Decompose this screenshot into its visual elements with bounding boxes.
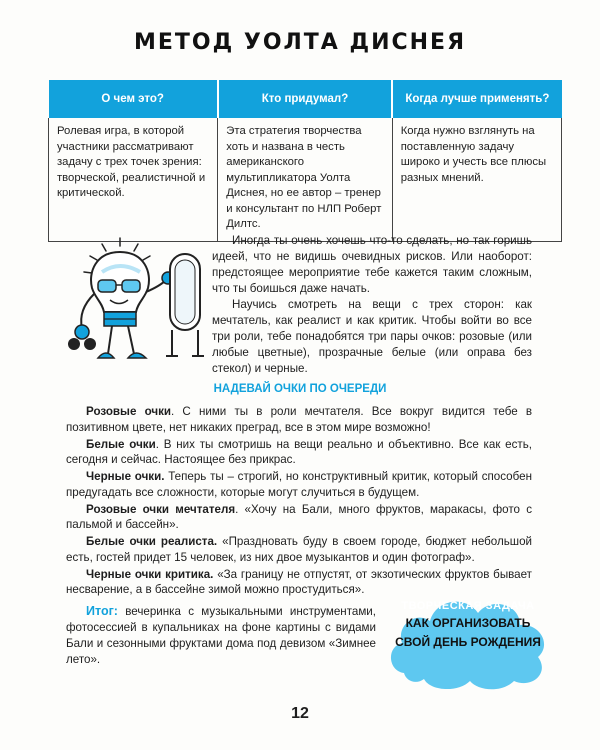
list-item <box>66 404 532 435</box>
list-item <box>66 437 532 468</box>
glasses-text: . В них ты смотришь на вещи реально и объективно. Все как есть, сегодня и сейчас. Настоящее без прикрас. <box>66 437 532 466</box>
glasses-description-list <box>66 404 532 599</box>
section-subheading: НАДЕВАЙ ОЧКИ ПО ОЧЕРЕДИ <box>213 383 387 395</box>
intro-text <box>212 233 532 377</box>
table-cell-what: Ролевая игра, в которой участники рассматривают задачу с трех точек зрения: творческой, реалистичной и критической. <box>49 118 218 241</box>
method-summary-table <box>48 80 562 242</box>
table-row <box>49 118 562 241</box>
table-header-what: О чем это? <box>49 80 218 118</box>
glasses-text: . «Хочу на Бали, много фруктов, маракасы, фото с пальмой и бассейн». <box>66 502 532 531</box>
creative-task-label: ТВОРЧЕСКАЯ ЗАДАЧА <box>401 600 535 612</box>
glasses-label: Черные очки критика. <box>86 567 214 581</box>
creative-task <box>382 600 554 650</box>
glasses-text: Теперь ты – строгий, но конструктивный критик, который способен предугадать все сложности, которые могут случиться в будущем. <box>66 470 532 499</box>
table-header-who: Кто придумал? <box>218 80 392 118</box>
glasses-label: Белые очки реалиста. <box>86 535 218 548</box>
intro-paragraph-2: Научись смотреть на вещи с трех сторон: как мечтатель, как реалист и как критик. Чтобы войти во все три роли, тебе понадобятся три пары очков: розовые (или любые цветные), прозрачные белые (или оправа без стекол) и черные. <box>212 298 532 375</box>
glasses-text: . С ними ты в роли мечтателя. Все вокруг видится тебе в позитивном цвете, нет никаких преград, все в этом мире возможно! <box>66 405 532 434</box>
page-title: МЕТОД УОЛТА ДИСНЕЯ <box>133 30 467 55</box>
mirror-icon <box>166 254 204 356</box>
result-block <box>66 603 376 668</box>
table-header-when: Когда лучше применять? <box>392 80 561 118</box>
list-item <box>66 502 532 533</box>
result-paragraph <box>66 603 376 668</box>
creative-task-title-2: СВОЙ ДЕНЬ РОЖДЕНИЯ <box>395 635 541 649</box>
table-cell-when: Когда нужно взглянуть на поставленную задачу широко и учесть все плюсы разных мнений. <box>392 118 561 241</box>
lightbulb-mascot-illustration <box>62 232 212 372</box>
table-cell-who: Эта стратегия творчества хоть и названа в честь американского мультипликатора Уолта Диснея, но ее автор – тренер и консультант по НЛП Роберт Дилтс. <box>218 118 392 241</box>
list-item <box>66 469 532 500</box>
glasses-label: Белые очки <box>86 437 156 451</box>
table-header-row <box>49 80 562 118</box>
result-label: Итог: <box>86 604 118 618</box>
creative-task-title-1: КАК ОРГАНИЗОВАТЬ <box>405 616 531 630</box>
page-number: 12 <box>291 705 309 722</box>
glasses-label: Розовые очки мечтателя <box>86 502 236 516</box>
result-text: вечеринка с музыкальными инструментами, фотосессией в купальниках на фоне картины с видами Бали и сезонными фруктами дома под девизом «Зимнее лето». <box>66 605 376 666</box>
dark-glasses-icon <box>68 338 96 350</box>
glasses-label: Розовые очки <box>86 405 172 418</box>
intro-paragraph-1: Иногда ты очень хочешь что-то сделать, но так горишь идеей, что не видишь очевидных рисков. Или наоборот: предстоящее мероприятие тебе кажется таким сложным, что ты боишься даже начать. <box>212 234 532 295</box>
glasses-text: «За границу не отпустят, от экзотических фруктов бывает несварение, а в бассейне зимой можно простудиться». <box>66 567 532 596</box>
list-item <box>66 534 532 565</box>
glasses-text: «Праздновать буду в своем городе, бюджет небольшой есть, гостей придет 15 человек, из них двое музыкантов и один фотограф». <box>66 535 533 564</box>
glasses-label: Черные очки. <box>86 470 165 483</box>
